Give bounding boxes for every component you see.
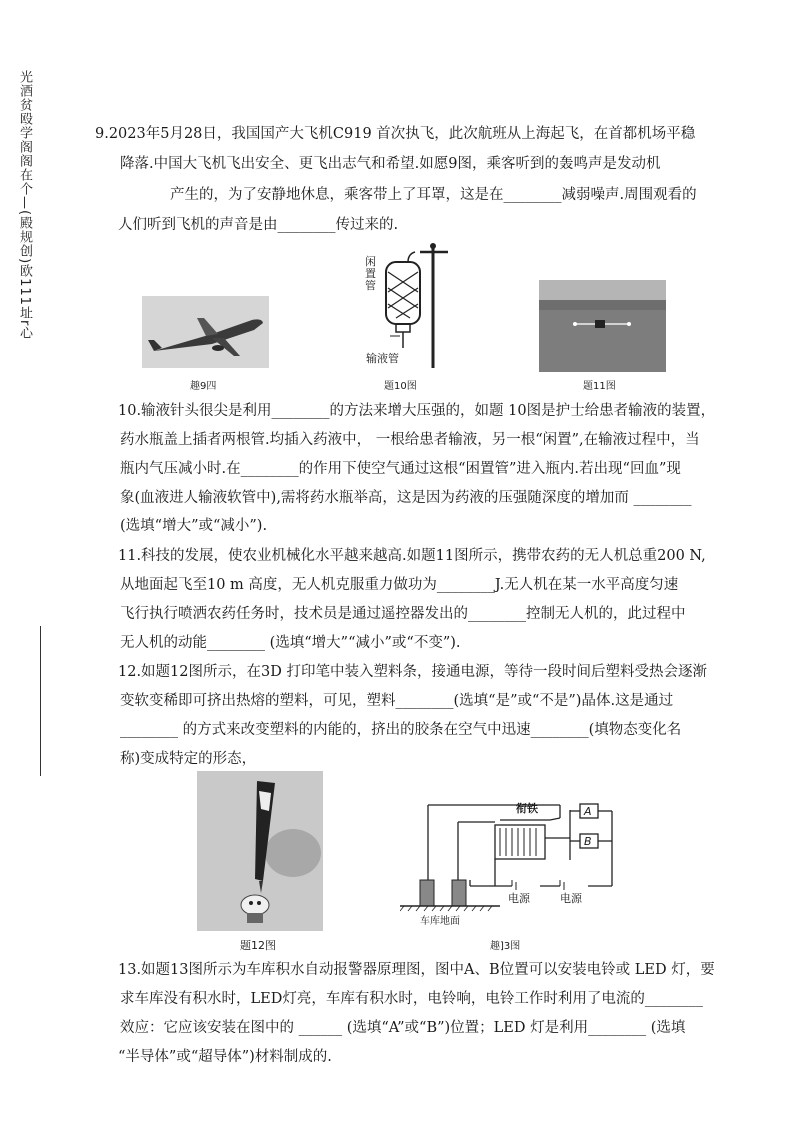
idle-tube-label: 闲 置 管 — [365, 255, 376, 292]
binding-line — [40, 626, 41, 776]
figure-9-caption: 趣9四 — [190, 381, 217, 392]
side-binding-text: 光酒贫殴学阁阁在个—(殿规创)欧111址r心 — [17, 70, 32, 341]
figure-13-caption: 趣]3图 — [490, 941, 521, 952]
q11-line-2: 从地面起飞至10 m 高度，无人机克服重力做功为________J.无人机在某一水平高度匀速 — [120, 577, 679, 593]
q13-line-2: 求车库没有积水时，LED灯亮，车库有积水时，电铃响，电铃工作时利用了电流的________ — [120, 991, 703, 1007]
q10-line-1: 10.输液针头很尖是利用________的方法来增大压强的，如题 10图是护士给患者输液的装置， — [118, 403, 716, 419]
q9-line-1: 9.2023年5月28日，我国国产大飞机C919 首次执飞，此次航班从上海起飞，在首都机场平稳 — [95, 126, 696, 142]
q11-line-4: 无人机的动能________ (选填“增大”“减小”或“不变”). — [120, 635, 461, 651]
q10-line-2: 药水瓶盖上插者两根管.均插入药液中， 一根给患者输液，另一根“闲置”,在输液过程中，当 — [120, 432, 700, 448]
q12-line-2: 变软变稀即可挤出热熔的塑料，可见，塑料________(选填“是”或“不是”)晶体.这是通过 — [120, 693, 674, 709]
q11-line-1: 11.科技的发展，使农业机械化水平越来越高.如题11图所示，携带农药的无人机总重200 N, — [118, 548, 706, 564]
figure-10-caption: 题10图 — [384, 381, 417, 392]
airplane-photo — [142, 296, 269, 368]
position-b-label: B — [584, 835, 592, 848]
q13-line-4: “半导体”或“超导体”)材料制成的. — [118, 1049, 332, 1065]
q12-line-3: ________ 的方式来改变塑料的内能的，挤出的胶条在空气中迅速________(填物态变化名 — [120, 722, 682, 738]
q13-line-3: 效应：它应该安装在图中的 ______ (选填“A”或“B”)位置；LED 灯是利用________ (选填 — [120, 1020, 686, 1036]
q9-line-2: 降落.中国大飞机飞出安全、更飞出志气和希望.如愿9图，乘客听到的轰鸣声是发动机 — [120, 156, 661, 172]
drone-photo — [539, 280, 666, 372]
figure-12-caption: 题12图 — [240, 939, 276, 952]
q9-line-3: 产生的，为了安静地休息，乘客带上了耳罩，这是在________减弱噪声.周围观看的 — [170, 187, 697, 203]
3d-pen-photo — [197, 771, 323, 931]
q10-line-4: 象(血液进人输液软管中),需将药水瓶举高，这是因为药液的压强随深度的增加而 ________ — [120, 490, 692, 506]
q12-line-4: 称)变成特定的形态， — [120, 751, 257, 767]
figure-11-caption: 题11图 — [583, 381, 616, 392]
garage-floor-label: 车库地面 — [420, 916, 460, 927]
q9-line-4: 人们听到飞机的声音是由________传过来的. — [118, 217, 399, 233]
infusion-tube-label: 输液管 — [366, 352, 399, 365]
power-source-1-label: 电源 — [508, 892, 530, 905]
q10-line-3: 瓶内气压减小时.在________的作用下使空气通过这根“困置管”进入瓶内.若出现“回血”现 — [120, 461, 681, 477]
q11-line-3: 飞行执行喷洒农药任务时，技术员是通过遥控器发出的________控制无人机的，此过程中 — [120, 606, 686, 622]
q12-line-1: 12.如题12图所示，在3D 打印笔中装入塑料条，接通电源，等待一段时间后塑料受热会逐渐 — [118, 664, 707, 680]
position-a-label: A — [584, 805, 592, 818]
power-source-2-label: 电源 — [560, 892, 582, 905]
armature-label: 衔铁 — [516, 802, 538, 815]
q10-line-5: (选填“增大”或“减小”). — [120, 518, 268, 534]
q13-line-1: 13.如题13图所示为车库积水自动报警器原理图，图中A、B位置可以安装电铃或 LED 灯，要 — [118, 962, 715, 978]
